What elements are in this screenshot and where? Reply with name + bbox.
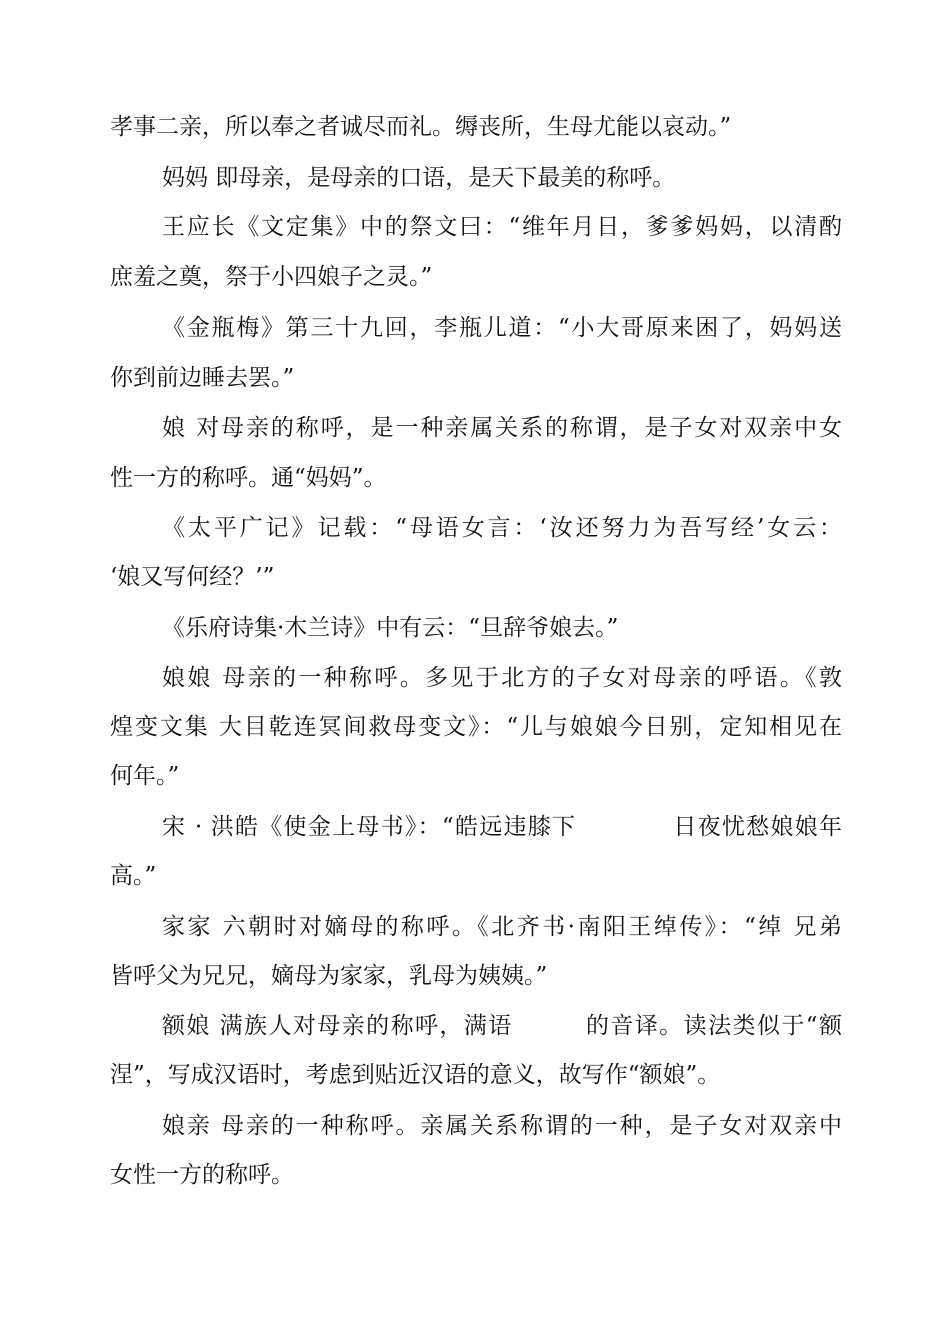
text-line: 娘亲 母亲的一种称呼。亲属关系称谓的一种，是子女对双亲中: [162, 1113, 842, 1139]
text-line: 涅”，写成汉语时，考虑到贴近汉语的意义，故写作“额娘”。: [110, 1062, 721, 1088]
text-line: 何年。”: [110, 763, 180, 789]
text-line: 额娘 满族人对母亲的称呼，满语 的音译。读法类似于“额: [162, 1013, 842, 1039]
text-line: 妈妈 即母亲，是母亲的口语，是天下最美的称呼。: [162, 165, 676, 191]
text-line: 女性一方的称呼。: [110, 1162, 294, 1188]
text-line: 宋 · 洪皓《使金上母书》：“皓远违膝下 日夜忧愁娘娘年: [162, 814, 842, 840]
text-line: 娘 对母亲的称呼，是一种亲属关系的称谓，是子女对双亲中女: [162, 415, 842, 441]
text-line: ‘娘又写何经？’”: [110, 564, 275, 590]
text-line: 娘娘 母亲的一种称呼。多见于北方的子女对母亲的呼语。《敦: [162, 665, 842, 691]
text-line: 《太平广记》记载：“母语女言：‘汝还努力为吾写经’女云：: [162, 515, 842, 541]
text-line: 家家 六朝时对嫡母的称呼。《北齐书·南阳王绰传》：“绰 兄弟: [162, 914, 842, 940]
text-line: 孝事二亲，所以奉之者诚尽而礼。缛丧所，生母尤能以哀动。”: [110, 114, 732, 140]
text-line: 《乐府诗集·木兰诗》中有云：“旦辞爷娘去。”: [162, 615, 619, 641]
text-line: 皆呼父为兄兄，嫡母为家家，乳母为姨姨。”: [110, 963, 548, 989]
text-line: 《金瓶梅》第三十九回，李瓶儿道：“小大哥原来困了，妈妈送: [162, 315, 842, 341]
text-line: 性一方的称呼。通“妈妈”。: [110, 465, 387, 491]
text-line: 高。”: [110, 863, 157, 889]
text-line: 煌变文集 大目乾连冥间救母变文》：“儿与娘娘今日别，定知相见在: [110, 714, 842, 740]
text-line: 庶羞之奠，祭于小四娘子之灵。”: [110, 264, 433, 290]
text-line: 你到前边睡去罢。”: [110, 365, 295, 391]
text-line: 王应长《文定集》中的祭文曰：“维年月日，爹爹妈妈，以清酌: [162, 214, 842, 240]
